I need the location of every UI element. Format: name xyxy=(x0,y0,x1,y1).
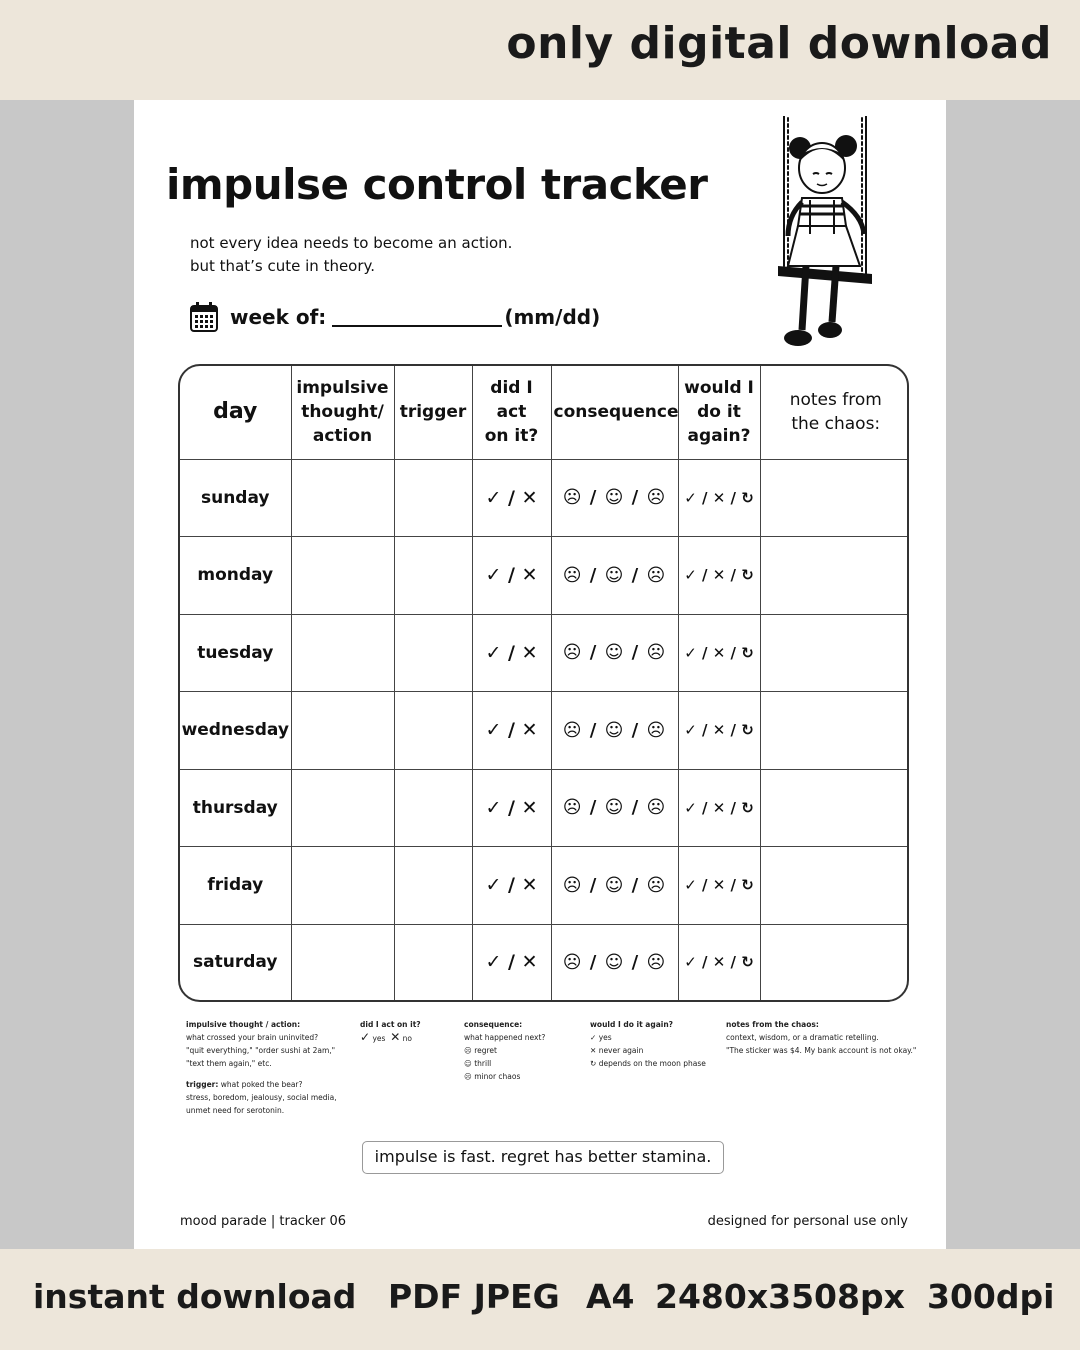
notes-cell[interactable] xyxy=(760,692,909,770)
calendar-icon xyxy=(190,302,218,332)
tracker-table xyxy=(180,366,909,1000)
legend-again: would I do it again? ✓ yes ✕ never again ↻ depends on the moon phase xyxy=(590,1020,706,1068)
week-of-row xyxy=(190,302,600,332)
top-banner xyxy=(0,0,1080,100)
impulse-cell[interactable] xyxy=(291,924,394,1000)
consequence-options[interactable]: ☹ / ☺ / ☹ xyxy=(551,614,678,692)
again-options[interactable]: ✓ / ✕ / ↻ xyxy=(678,769,760,847)
again-options[interactable]: ✓ / ✕ / ↻ xyxy=(678,614,760,692)
day-label: tuesday xyxy=(180,614,291,692)
acted-options[interactable]: ✓ / ✕ xyxy=(472,692,551,770)
impulse-cell[interactable] xyxy=(291,692,394,770)
table-row xyxy=(180,769,909,847)
header-notes: notes from the chaos: xyxy=(760,366,909,459)
trigger-cell[interactable] xyxy=(394,459,472,537)
girl-on-swing-illustration xyxy=(762,116,882,360)
legend-impulse: impulsive thought / action: what crossed your brain uninvited? "quit everything," "order sushi at 2am," "text them again," etc. trigger: what poked the bear? stress, boredom, jealousy, social media, unmet need for serotonin. xyxy=(186,1020,337,1115)
consequence-options[interactable]: ☹ / ☺ / ☹ xyxy=(551,924,678,1000)
week-format: (mm/dd) xyxy=(504,305,601,329)
acted-options[interactable]: ✓ / ✕ xyxy=(472,459,551,537)
sad-face-icon: ☹ xyxy=(464,1046,472,1055)
week-date-blank[interactable] xyxy=(332,307,502,327)
subtitle-line-2: but that’s cute in theory. xyxy=(190,257,376,275)
again-options[interactable]: ✓ / ✕ / ↻ xyxy=(678,692,760,770)
notes-cell[interactable] xyxy=(760,769,909,847)
table-row xyxy=(180,847,909,925)
again-options[interactable]: ✓ / ✕ / ↻ xyxy=(678,459,760,537)
acted-options[interactable]: ✓ / ✕ xyxy=(472,769,551,847)
legend-acted: did I act on it? ✓ yes ✕ no xyxy=(360,1020,421,1044)
consequence-options[interactable]: ☹ / ☺ / ☹ xyxy=(551,769,678,847)
notes-cell[interactable] xyxy=(760,459,909,537)
consequence-options[interactable]: ☹ / ☺ / ☹ xyxy=(551,847,678,925)
resolution-label: 2480x3508px xyxy=(655,1277,905,1316)
consequence-options[interactable]: ☹ / ☺ / ☹ xyxy=(551,537,678,615)
impulse-cell[interactable] xyxy=(291,614,394,692)
impulse-cell[interactable] xyxy=(291,847,394,925)
impulse-cell[interactable] xyxy=(291,769,394,847)
header-acted: did I act on it? xyxy=(472,366,551,459)
again-options[interactable]: ✓ / ✕ / ↻ xyxy=(678,924,760,1000)
acted-options[interactable]: ✓ / ✕ xyxy=(472,847,551,925)
subtitle-line-1: not every idea needs to become an action. xyxy=(190,234,513,252)
paper-size-label: A4 xyxy=(586,1277,635,1316)
header-again: would I do it again? xyxy=(678,366,760,459)
consequence-options[interactable]: ☹ / ☺ / ☹ xyxy=(551,459,678,537)
cross-icon: ✕ xyxy=(390,1030,401,1044)
notes-cell[interactable] xyxy=(760,537,909,615)
happy-face-icon: ☺ xyxy=(464,1059,472,1068)
subtitle xyxy=(190,232,512,278)
again-options[interactable]: ✓ / ✕ / ↻ xyxy=(678,847,760,925)
trigger-cell[interactable] xyxy=(394,924,472,1000)
legend-notes: notes from the chaos: context, wisdom, or a dramatic retelling. "The sticker was $4. My bank account is not okay." xyxy=(726,1020,917,1055)
page-title: impulse control tracker xyxy=(166,160,708,209)
table-row xyxy=(180,692,909,770)
trigger-cell[interactable] xyxy=(394,692,472,770)
trigger-cell[interactable] xyxy=(394,847,472,925)
day-label: monday xyxy=(180,537,291,615)
header-row xyxy=(180,366,909,459)
consequence-options[interactable]: ☹ / ☺ / ☹ xyxy=(551,692,678,770)
again-options[interactable]: ✓ / ✕ / ↻ xyxy=(678,537,760,615)
footer-left: mood parade | tracker 06 xyxy=(180,1214,347,1229)
header-day: day xyxy=(180,366,291,459)
upset-face-icon: ☹ xyxy=(464,1072,472,1081)
bottom-banner xyxy=(0,1249,1080,1350)
footer-right: designed for personal use only xyxy=(707,1214,908,1229)
legend-consequence: consequence: what happened next? ☹ regret ☺ thrill ☹ minor chaos xyxy=(464,1020,546,1081)
tracker-table-frame xyxy=(178,364,909,1002)
check-icon: ✓ xyxy=(590,1033,597,1042)
trigger-cell[interactable] xyxy=(394,537,472,615)
table-row xyxy=(180,459,909,537)
instant-download-label: instant download xyxy=(33,1277,357,1316)
notes-cell[interactable] xyxy=(760,847,909,925)
worksheet-page xyxy=(134,100,946,1249)
acted-options[interactable]: ✓ / ✕ xyxy=(472,537,551,615)
day-label: thursday xyxy=(180,769,291,847)
refresh-icon: ↻ xyxy=(590,1059,597,1068)
week-label: week of: xyxy=(230,305,327,329)
header-consequence: consequence xyxy=(551,366,678,459)
header-trigger: trigger xyxy=(394,366,472,459)
header-impulse: impulsive thought/ action xyxy=(291,366,394,459)
impulse-cell[interactable] xyxy=(291,459,394,537)
day-label: wednesday xyxy=(180,692,291,770)
trigger-cell[interactable] xyxy=(394,614,472,692)
table-row xyxy=(180,537,909,615)
table-row xyxy=(180,614,909,692)
dpi-label: 300dpi xyxy=(927,1277,1055,1316)
table-row xyxy=(180,924,909,1000)
formats-label: PDF JPEG xyxy=(388,1277,560,1316)
banner-top-label: only digital download xyxy=(506,18,1052,69)
day-label: saturday xyxy=(180,924,291,1000)
day-label: sunday xyxy=(180,459,291,537)
trigger-cell[interactable] xyxy=(394,769,472,847)
day-label: friday xyxy=(180,847,291,925)
cross-icon: ✕ xyxy=(590,1046,597,1055)
notes-cell[interactable] xyxy=(760,614,909,692)
quote-box: impulse is fast. regret has better stamina. xyxy=(362,1141,724,1174)
acted-options[interactable]: ✓ / ✕ xyxy=(472,614,551,692)
notes-cell[interactable] xyxy=(760,924,909,1000)
check-icon: ✓ xyxy=(360,1030,371,1044)
acted-options[interactable]: ✓ / ✕ xyxy=(472,924,551,1000)
impulse-cell[interactable] xyxy=(291,537,394,615)
